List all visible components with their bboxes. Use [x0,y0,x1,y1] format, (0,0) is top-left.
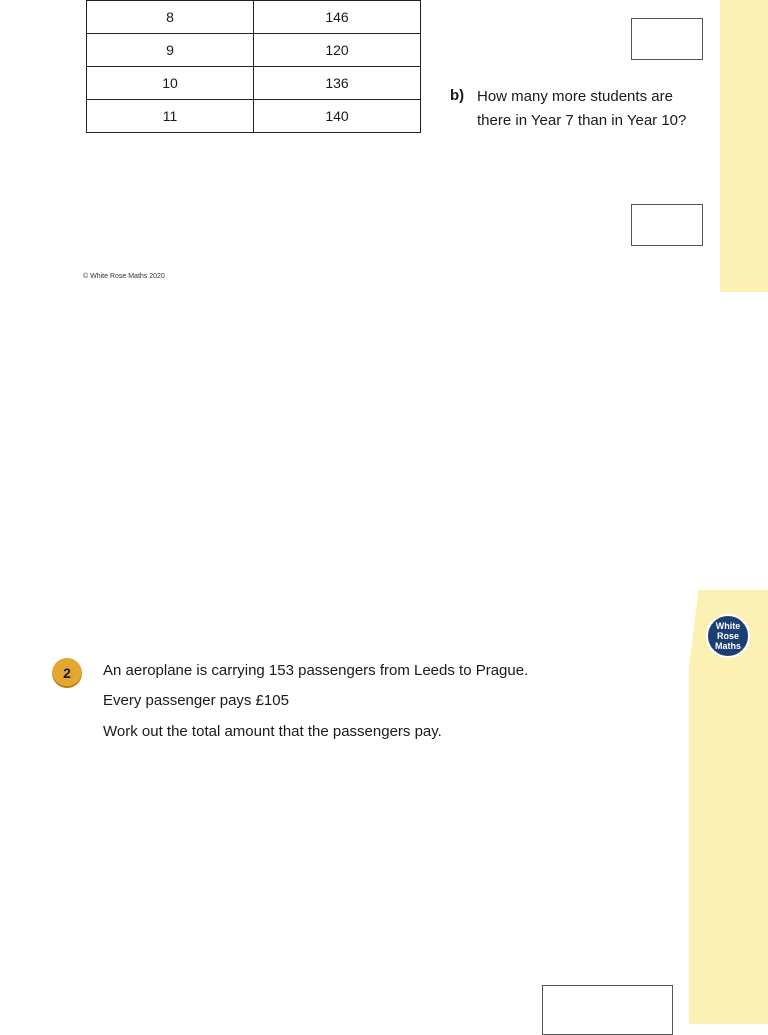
logo-word: Rose [716,631,739,641]
yellow-side-band-bottom [689,667,768,1024]
year-cell: 10 [87,67,254,100]
answer-box-a[interactable] [631,18,703,60]
question-b-text: How many more students are there in Year 7 than in Year 10? [477,88,687,129]
year-cell: 9 [87,34,254,67]
question-number-badge: 2 [52,658,82,688]
students-cell: 140 [254,100,421,133]
logo-word: Maths [714,641,741,651]
question-2-line: Every passenger pays £105 [103,692,289,709]
year-cell: 8 [87,1,254,34]
answer-box-2[interactable] [542,985,673,1035]
question-2-line: An aeroplane is carrying 153 passengers from Leeds to Prague. [103,662,529,679]
copyright-text: © White Rose Maths 2020 [83,273,165,280]
logo-word: White [715,621,741,631]
table-row [87,1,421,34]
students-cell: 146 [254,1,421,34]
students-cell: 120 [254,34,421,67]
worksheet-page-bottom [0,590,768,1024]
table-row [87,34,421,67]
yellow-side-band-top [720,0,768,292]
answer-box-b[interactable] [631,204,703,246]
students-cell: 136 [254,67,421,100]
white-rose-maths-logo [706,614,750,658]
table-row [87,67,421,100]
question-2-line: Work out the total amount that the passengers pay. [103,723,442,740]
students-table [86,0,421,133]
year-cell: 11 [87,100,254,133]
table-row [87,100,421,133]
question-b-label: b) [450,87,465,104]
